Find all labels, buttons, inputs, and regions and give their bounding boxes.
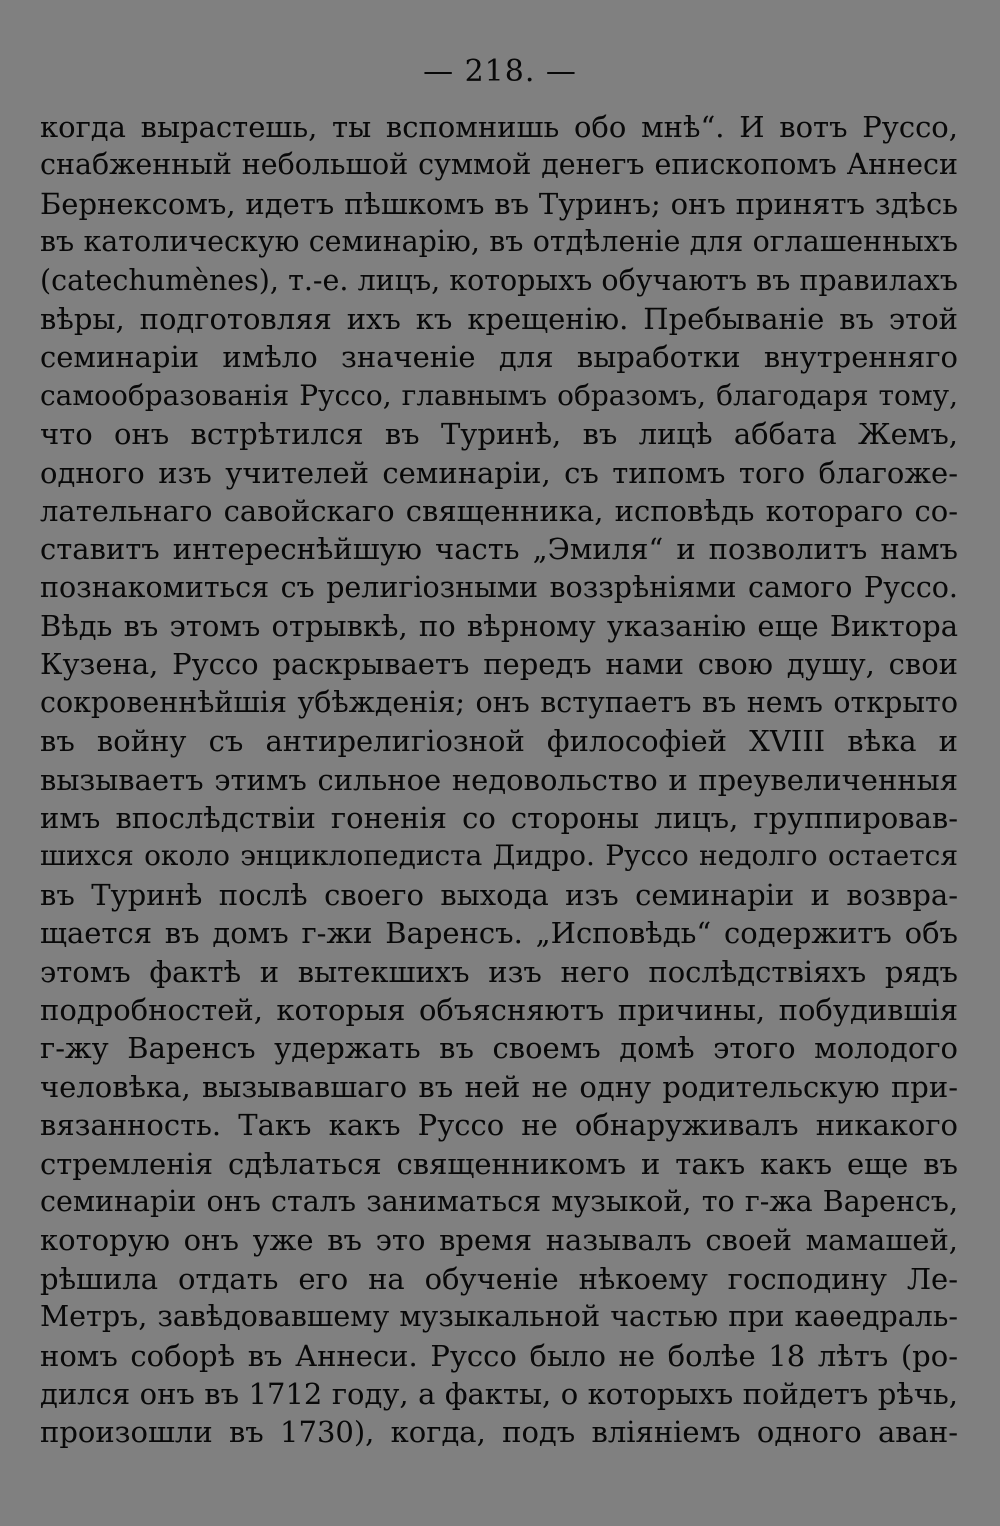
text-line: шихся около энциклопедиста Дидро. Руссо недолго остается [40, 839, 958, 873]
text-line: познакомиться съ религіозными воззрѣніями самого Руссо. [40, 570, 958, 604]
text-line: когда вырастешь, ты вспомнишь обо мнѣ“. И вотъ Руссо, [40, 110, 958, 144]
text-line: произошли въ 1730), когда, подъ вліяніемъ одного аван- [40, 1415, 958, 1450]
text-line: вѣры, подготовляя ихъ къ крещенію. Пребываніе въ этой [40, 301, 958, 336]
text-line: въ Туринѣ послѣ своего выхода изъ семинаріи и возвра- [40, 877, 958, 912]
text-line: Метръ, завѣдовавшему музыкальной частью при каѳедраль- [40, 1300, 958, 1334]
text-line: Вѣдь въ этомъ отрывкѣ, по вѣрному указанію еще Виктора [40, 609, 958, 644]
text-line: Кузена, Руссо раскрываетъ передъ нами свою душу, свои [40, 647, 958, 682]
text-line: (catechumènes), т.-е. лицъ, которыхъ обучаютъ въ правилахъ [40, 263, 958, 297]
body-text [40, 108, 958, 1452]
text-line: самообразованія Руссо, главнымъ образомъ, благодаря тому, [40, 378, 958, 412]
text-line: которую онъ уже въ это время называлъ своей мамашей, [40, 1223, 958, 1258]
text-line: снабженный небольшой суммой денегъ епископомъ Аннеси [40, 148, 958, 182]
text-line: что онъ встрѣтился въ Туринѣ, въ лицѣ аббата Жемъ, [40, 417, 958, 452]
text-line: номъ соборѣ въ Аннеси. Руссо было не болѣе 18 лѣтъ (ро- [40, 1338, 958, 1373]
text-line: щается въ домъ г-жи Варенсъ. „Исповѣдь“ содержитъ объ [40, 916, 958, 951]
text-line: Бернексомъ, идетъ пѣшкомъ въ Туринъ; онъ принятъ здѣсь [40, 186, 958, 221]
text-line: въ войну съ антирелигіозной философіей XVIII вѣка и [40, 724, 958, 759]
text-line: вызываетъ этимъ сильное недовольство и преувеличенныя [40, 762, 958, 797]
text-line: одного изъ учителей семинаріи, съ типомъ того благоже- [40, 455, 958, 490]
text-line: этомъ фактѣ и вытекшихъ изъ него послѣдствіяхъ рядъ [40, 954, 958, 989]
text-line: человѣка, вызывавшаго въ ней не одну родительскую при- [40, 1069, 958, 1104]
text-line: стремленія сдѣлаться священникомъ и такъ какъ еще въ [40, 1146, 958, 1181]
text-line: сокровеннѣйшія убѣжденія; онъ вступаетъ въ немъ открыто [40, 685, 958, 719]
text-line: ставитъ интереснѣйшую часть „Эмиля“ и позволитъ намъ [40, 532, 958, 567]
text-line: г-жу Варенсъ удержать въ своемъ домѣ этого молодого [40, 1031, 958, 1066]
text-line: семинаріи имѣло значеніе для выработки внутренняго [40, 340, 958, 375]
text-line: подробностей, которыя объясняютъ причины, побудившія [40, 992, 958, 1027]
text-line: рѣшила отдать его на обученіе нѣкоему господину Ле- [40, 1261, 958, 1296]
page-number: — 218. — [423, 54, 577, 89]
text-line: въ католическую семинарію, въ отдѣленіе для оглашенныхъ [40, 225, 958, 259]
text-line: семинаріи онъ сталъ заниматься музыкой, то г-жа Варенсъ, [40, 1184, 958, 1218]
text-line: вязанность. Такъ какъ Руссо не обнаруживалъ никакого [40, 1108, 958, 1143]
text-line: имъ впослѣдствіи гоненія со стороны лицъ, группировав- [40, 801, 958, 836]
text-line: дился онъ въ 1712 году, а факты, о которыхъ пойдетъ рѣчь, [40, 1376, 958, 1411]
text-line: лательнаго савойскаго священника, исповѣдь котораго со- [40, 493, 958, 528]
